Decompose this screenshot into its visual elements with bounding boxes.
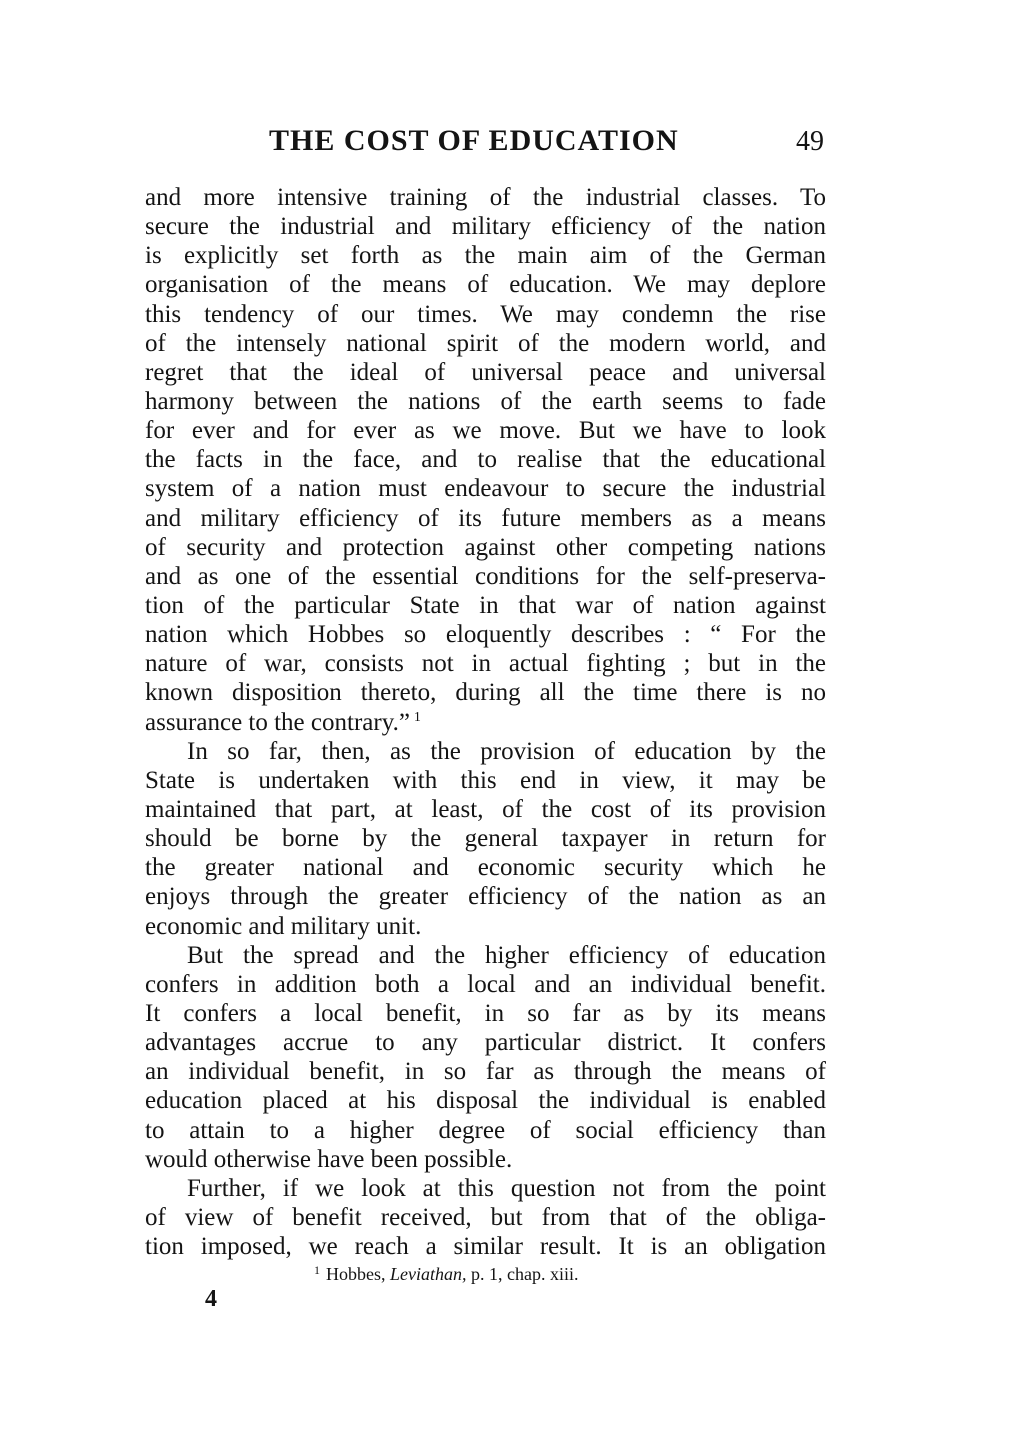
text-line: confers in addition both a local and an individual benefit. bbox=[145, 970, 826, 998]
text-line: and as one of the essential conditions for the self-preserva- bbox=[145, 562, 826, 590]
text-line: harmony between the nations of the earth seems to fade bbox=[145, 387, 826, 415]
text-line: tion of the particular State in that war of nation against bbox=[145, 591, 826, 619]
text-line: of security and protection against other competing nations bbox=[145, 533, 826, 561]
text-line: the greater national and economic security which he bbox=[145, 854, 826, 882]
text-line: education placed at his disposal the individual is enabled bbox=[145, 1087, 826, 1115]
text-line bbox=[145, 708, 826, 737]
text-line: of the intensely national spirit of the modern world, and bbox=[145, 329, 826, 357]
footnote-work: Leviathan, bbox=[390, 1264, 467, 1284]
text-line: should be borne by the general taxpayer in return for bbox=[145, 825, 826, 853]
text-line: to attain to a higher degree of social efficiency than bbox=[145, 1116, 826, 1144]
text-line: maintained that part, at least, of the cost of its provision bbox=[145, 795, 826, 823]
text-line: State is undertaken with this end in view, it may be bbox=[145, 766, 826, 794]
text-line: secure the industrial and military efficiency of the nation bbox=[145, 213, 826, 241]
text-line: nature of war, consists not in actual fighting ; but in the bbox=[145, 650, 826, 678]
text-line: advantages accrue to any particular district. It confers bbox=[145, 1029, 826, 1057]
text-line: the facts in the face, and to realise that the educational bbox=[145, 446, 826, 474]
paragraph-start-line: Further, if we look at this question not from the point bbox=[187, 1174, 826, 1202]
text-line: It confers a local benefit, in so far as by its means bbox=[145, 999, 826, 1027]
text-line: enjoys through the greater efficiency of the nation as an bbox=[145, 883, 826, 911]
text-line: for ever and for ever as we move. But we have to look bbox=[145, 417, 826, 445]
text-line: would otherwise have been possible. bbox=[145, 1145, 513, 1173]
text-line: of view of benefit received, but from that of the obliga- bbox=[145, 1203, 826, 1231]
text-line: known disposition thereto, during all the time there is no bbox=[145, 679, 826, 707]
footnote-location: p. 1, chap. xiii. bbox=[471, 1264, 579, 1284]
text-line: nation which Hobbes so eloquently describes : “ For the bbox=[145, 621, 826, 649]
footnote-author: Hobbes, bbox=[326, 1264, 386, 1284]
text-line: an individual benefit, in so far as through the means of bbox=[145, 1058, 826, 1086]
page-number: 49 bbox=[796, 126, 824, 157]
body-text bbox=[145, 183, 826, 1261]
running-head bbox=[145, 124, 828, 164]
text-line: this tendency of our times. We may condemn the rise bbox=[145, 300, 826, 328]
text-line: and military efficiency of its future members as a means bbox=[145, 504, 826, 532]
text-line-content: assurance to the contrary.” bbox=[145, 708, 410, 736]
text-line: is explicitly set forth as the main aim of the German bbox=[145, 242, 826, 270]
paragraph-start-line: But the spread and the higher efficiency of education bbox=[187, 941, 826, 969]
text-line: economic and military unit. bbox=[145, 912, 422, 940]
text-line: organisation of the means of education. We may deplore bbox=[145, 271, 826, 299]
footnote bbox=[314, 1263, 578, 1285]
text-line: system of a nation must endeavour to secure the industrial bbox=[145, 475, 826, 503]
text-line: regret that the ideal of universal peace and universal bbox=[145, 358, 826, 386]
text-line: tion imposed, we reach a similar result. It is an obligation bbox=[145, 1233, 826, 1261]
footnote-mark: 1 bbox=[314, 1263, 320, 1277]
text-line: and more intensive training of the industrial classes. To bbox=[145, 184, 826, 211]
signature-mark: 4 bbox=[205, 1286, 217, 1312]
footnote-reference[interactable]: 1 bbox=[413, 709, 421, 725]
paragraph-start-line: In so far, then, as the provision of education by the bbox=[187, 737, 826, 765]
running-title: THE COST OF EDUCATION bbox=[269, 124, 679, 157]
